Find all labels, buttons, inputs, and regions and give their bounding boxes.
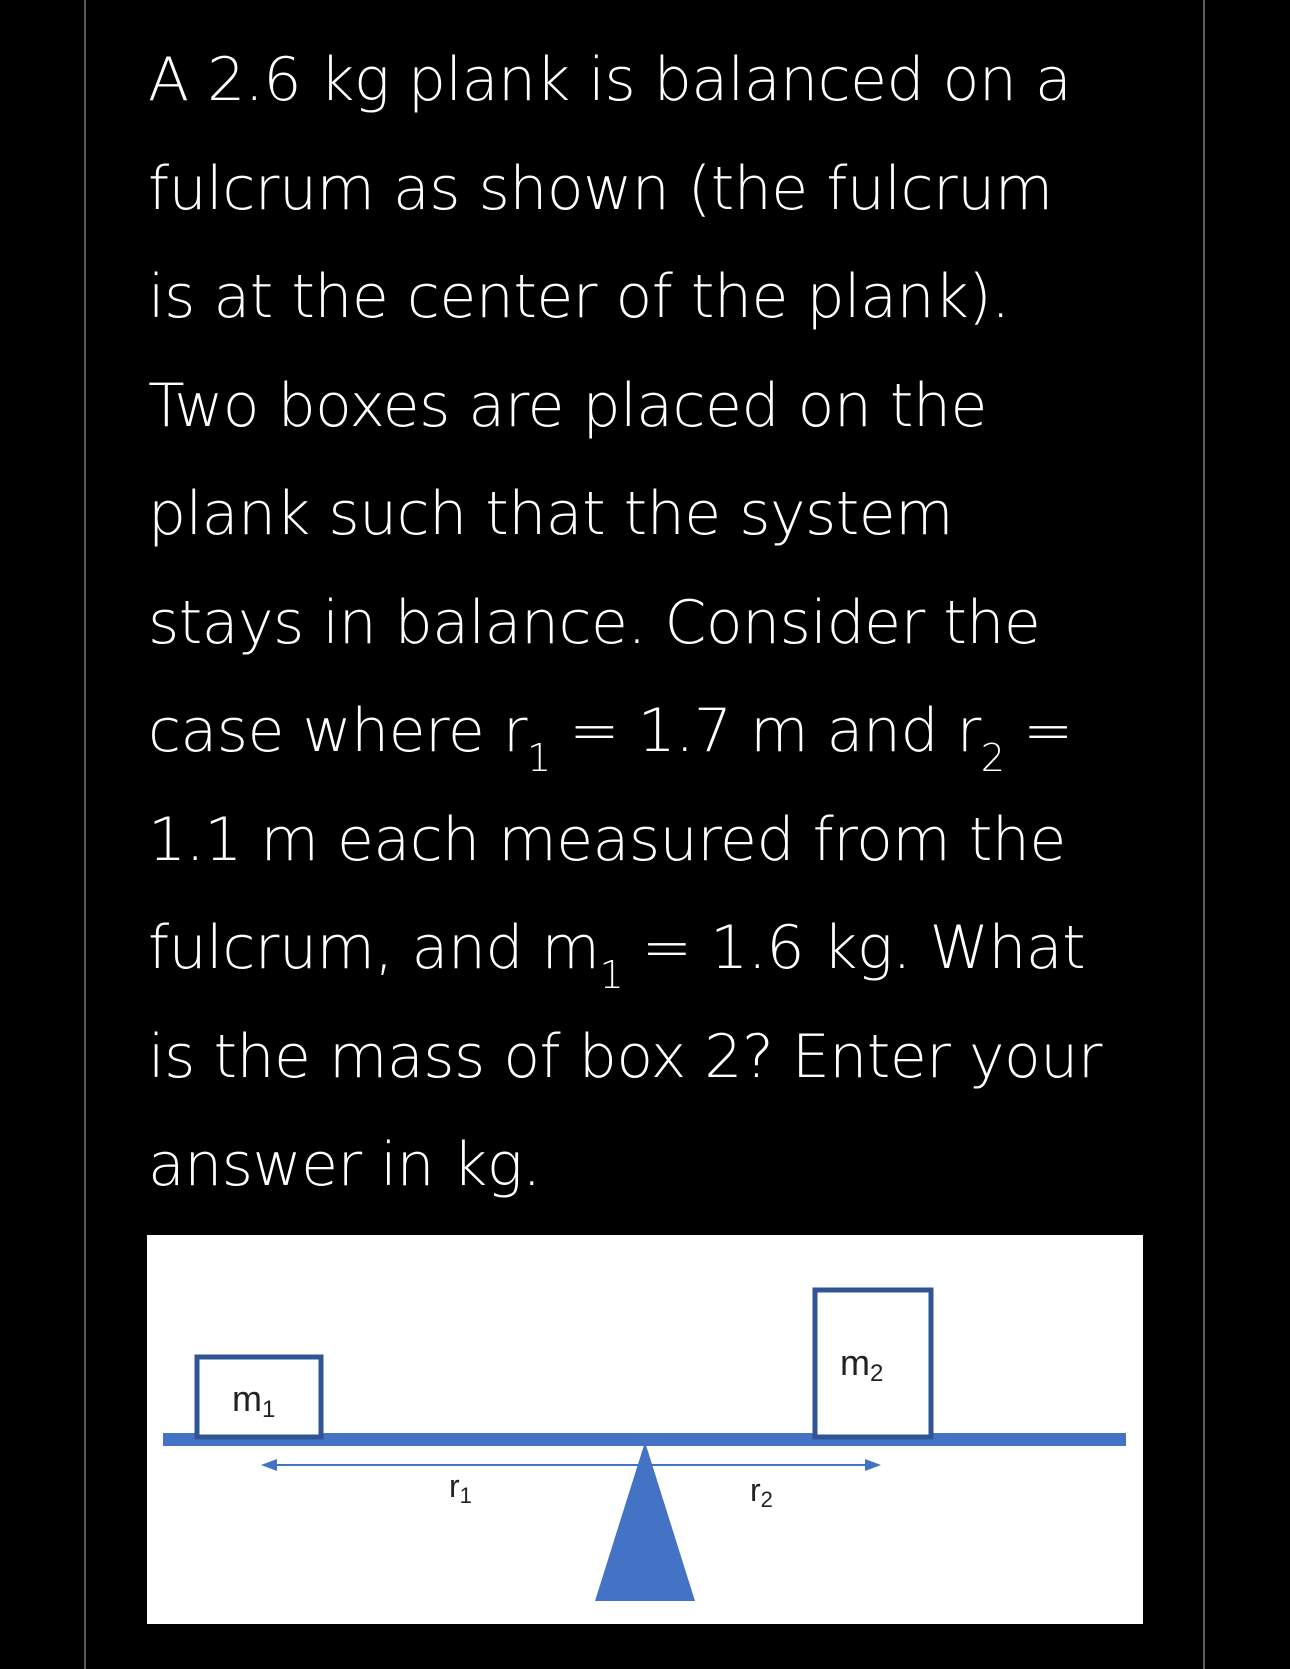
question-line-7-sub-1: 1 bbox=[527, 736, 551, 780]
question-line-9-post: = 1.6 kg. What bbox=[623, 913, 1086, 983]
box-2-label: m2 bbox=[840, 1342, 884, 1387]
r1-label: r1 bbox=[449, 1468, 472, 1508]
r2-sub: 2 bbox=[760, 1487, 773, 1512]
question-line-11: answer in kg. bbox=[148, 1130, 541, 1200]
question-line-8: 1.1 m each measured from the bbox=[148, 804, 1066, 875]
question-line-2: fulcrum as shown (the fulcrum bbox=[148, 153, 1053, 224]
question-line-7-sub-2: 2 bbox=[980, 736, 1005, 780]
question-line-7-mid: = 1.7 m and r bbox=[550, 696, 981, 766]
right-divider bbox=[1203, 0, 1205, 1669]
question-line-4: Two boxes are placed on the bbox=[148, 370, 987, 441]
seesaw-diagram bbox=[147, 1235, 1143, 1624]
box-1-sub: 1 bbox=[262, 1396, 276, 1423]
r2-arrowhead bbox=[865, 1459, 881, 1471]
question-line-5: plank such that the system bbox=[148, 479, 954, 549]
box-2-sub: 2 bbox=[870, 1360, 884, 1387]
question-line-3: is at the center of the plank). bbox=[148, 262, 1010, 332]
r1-sub: 1 bbox=[459, 1483, 472, 1508]
question-line-7-post: = bbox=[1004, 696, 1073, 766]
question-line-1: A 2.6 kg plank is balanced on a bbox=[148, 45, 1072, 115]
question-line-6: stays in balance. Consider the bbox=[148, 587, 1041, 658]
r2-label: r2 bbox=[750, 1472, 773, 1512]
r1-arrowhead bbox=[261, 1459, 277, 1471]
left-divider bbox=[84, 0, 86, 1669]
seesaw-svg bbox=[147, 1235, 1143, 1624]
question-line-10: is the mass of box 2? Enter your bbox=[148, 1021, 1102, 1092]
question-text bbox=[148, 26, 1158, 1220]
question-line-7-pre: case where r bbox=[148, 696, 528, 766]
question-line-9-pre: fulcrum, and m bbox=[148, 913, 600, 983]
question-line-9-sub: 1 bbox=[599, 953, 624, 997]
box-1-label: m1 bbox=[232, 1378, 276, 1423]
